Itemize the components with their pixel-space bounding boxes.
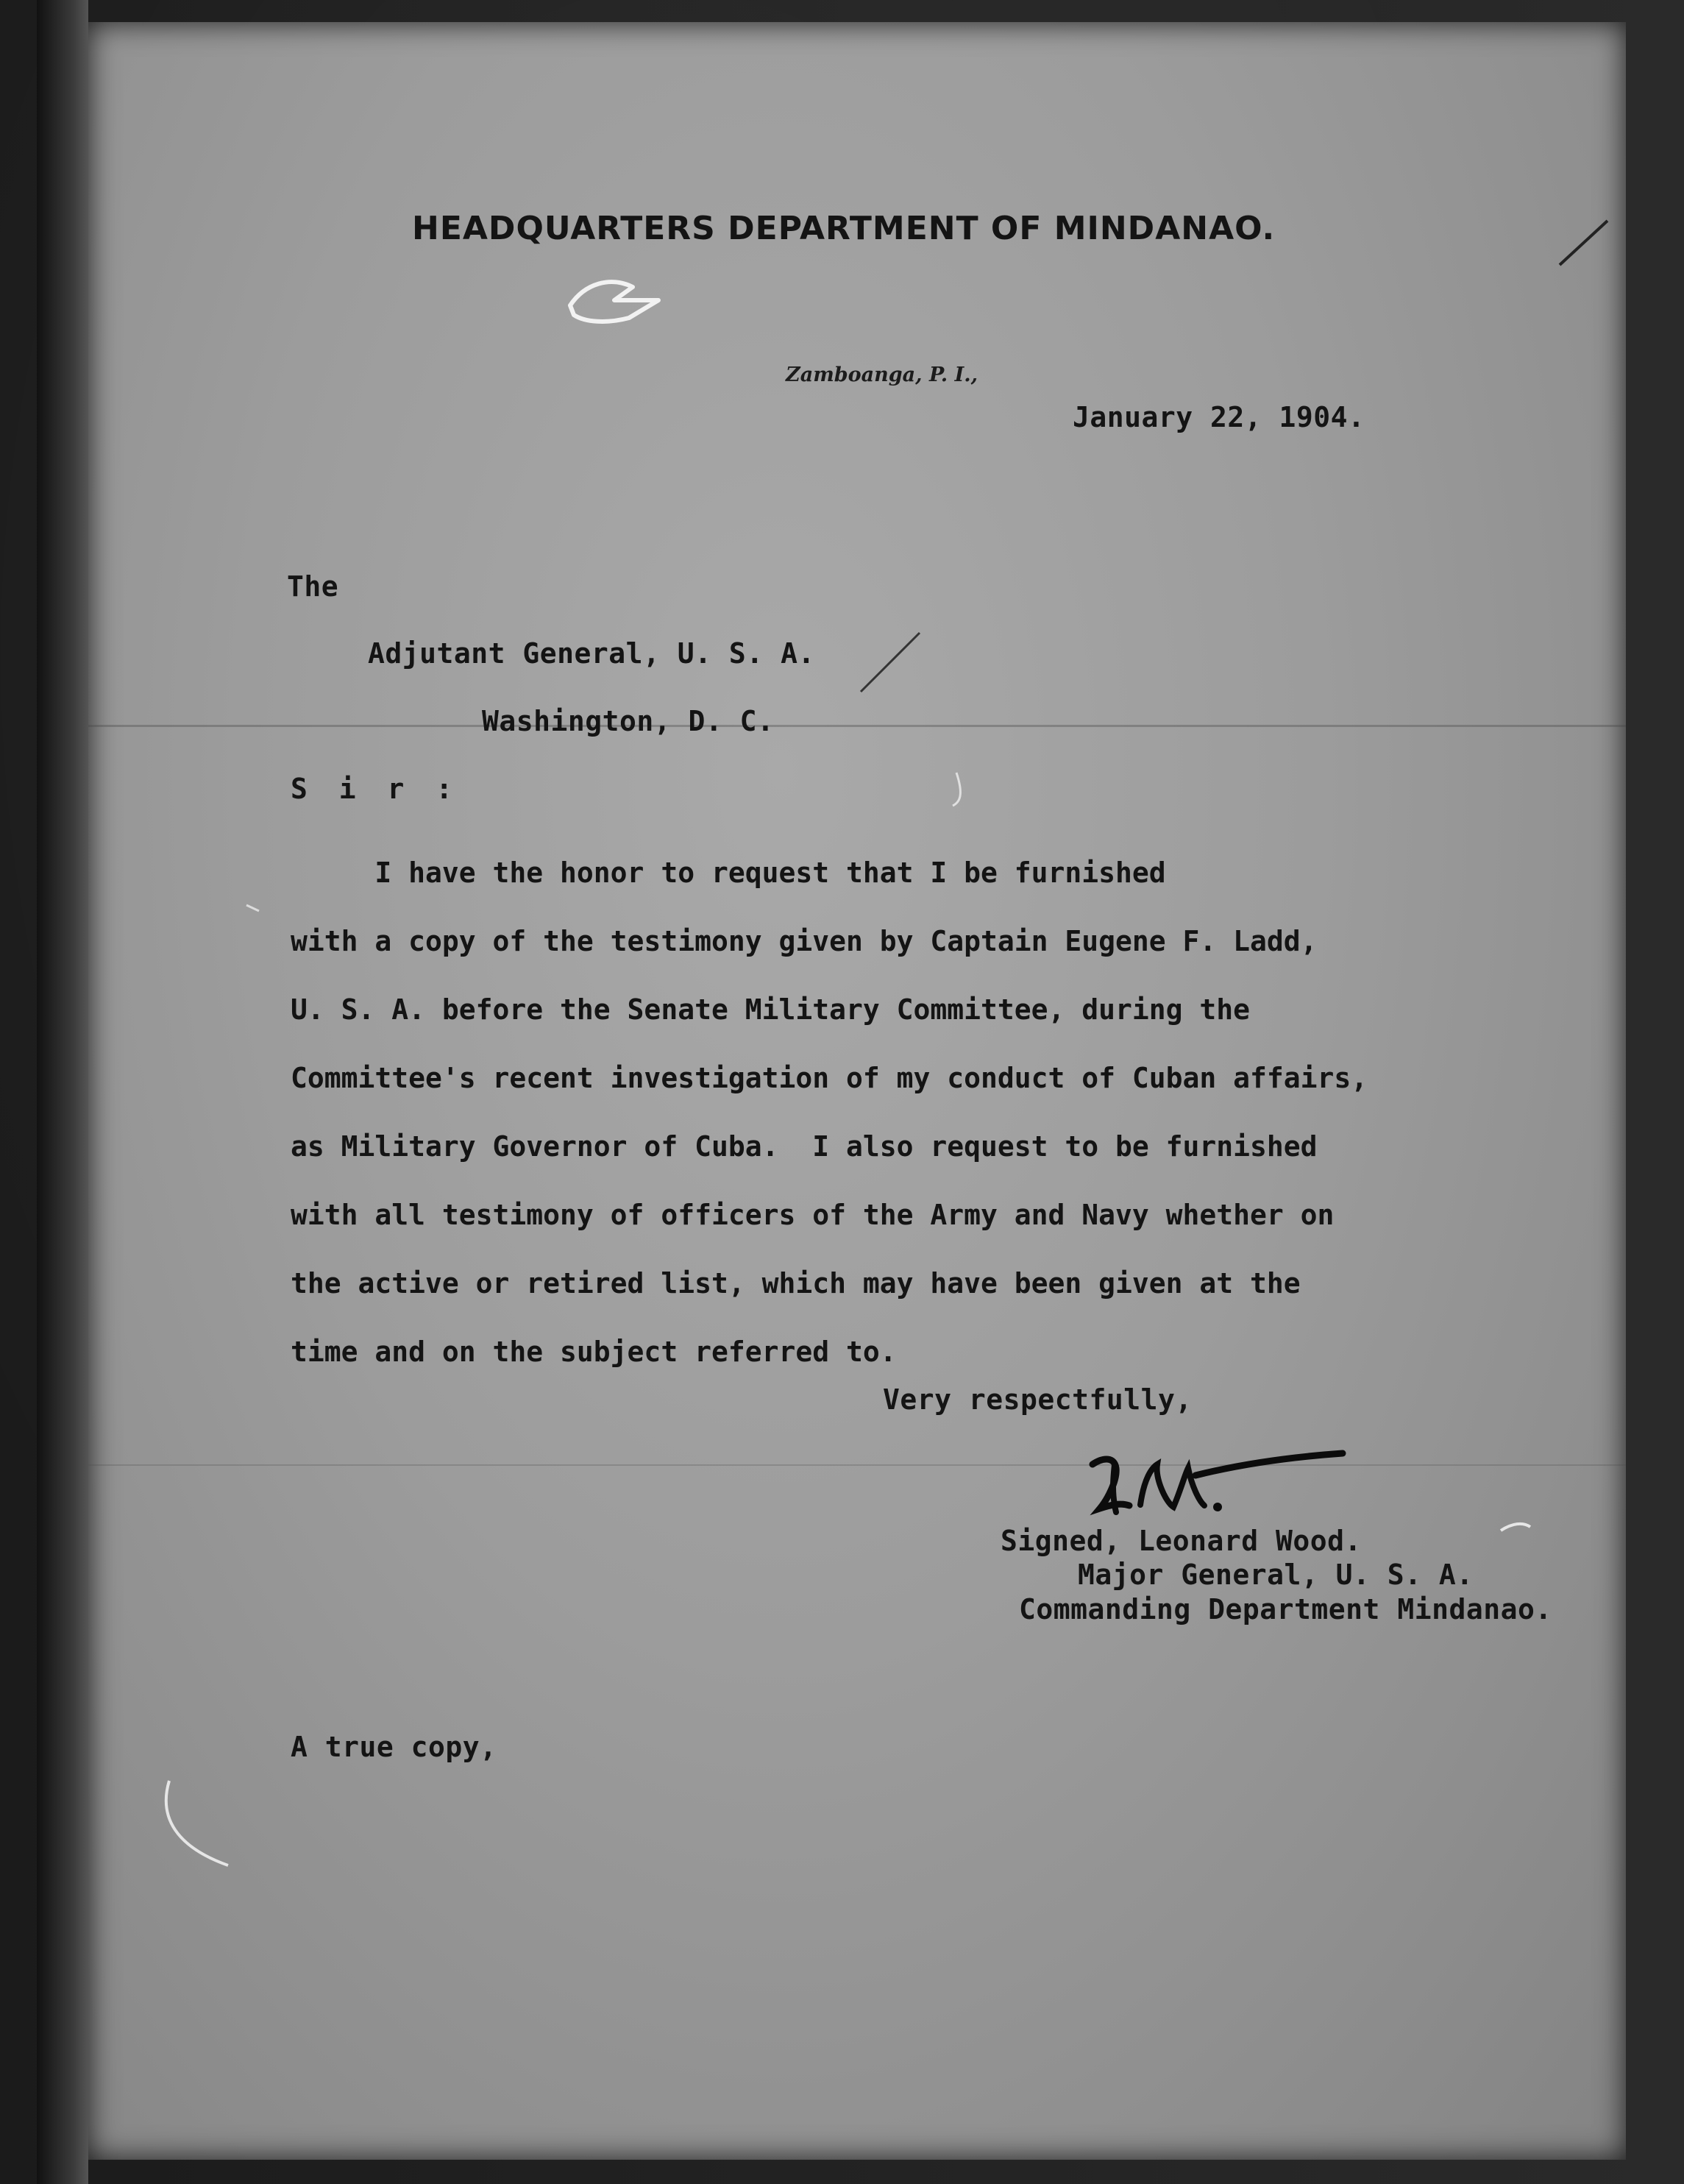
addressee-line-2: Adjutant General, U. S. A. xyxy=(368,637,815,670)
body-line: with a copy of the testimony given by Captain Eugene F. Ladd, xyxy=(291,925,1318,957)
addressee-line-1: The xyxy=(287,570,339,603)
addressee-line-3: Washington, D. C. xyxy=(482,705,775,737)
scan-edge xyxy=(37,0,88,2184)
attestation: A true copy, xyxy=(291,1731,497,1763)
place-line: Zamboanga, P. I., xyxy=(786,364,978,386)
body-line: with all testimony of officers of the Army and Navy whether on xyxy=(291,1199,1335,1231)
body-line: as Military Governor of Cuba. I also request to be furnished xyxy=(291,1130,1318,1163)
body-line: Committee's recent investigation of my conduct of Cuban affairs, xyxy=(291,1062,1368,1094)
letterhead: HEADQUARTERS DEPARTMENT OF MINDANAO. xyxy=(412,210,1276,247)
handwritten-initials xyxy=(1070,1435,1350,1523)
signature-line-2: Major General, U. S. A. xyxy=(1078,1559,1474,1591)
letter-date: January 22, 1904. xyxy=(1073,401,1365,433)
handwritten-scribble xyxy=(555,265,673,331)
closing: Very respectfully, xyxy=(883,1383,1193,1416)
body-line: U. S. A. before the Senate Military Committee, during the xyxy=(291,993,1251,1026)
body-line: the active or retired list, which may have been given at the xyxy=(291,1267,1301,1300)
signature-line-3: Commanding Department Mindanao. xyxy=(1019,1593,1552,1625)
body-line: time and on the subject referred to. xyxy=(291,1336,897,1368)
salutation: S i r : xyxy=(291,773,461,805)
signature-line-1: Signed, Leonard Wood. xyxy=(1001,1525,1362,1557)
body-line: I have the honor to request that I be furnished xyxy=(291,857,1166,889)
letter-body xyxy=(291,839,1368,1386)
